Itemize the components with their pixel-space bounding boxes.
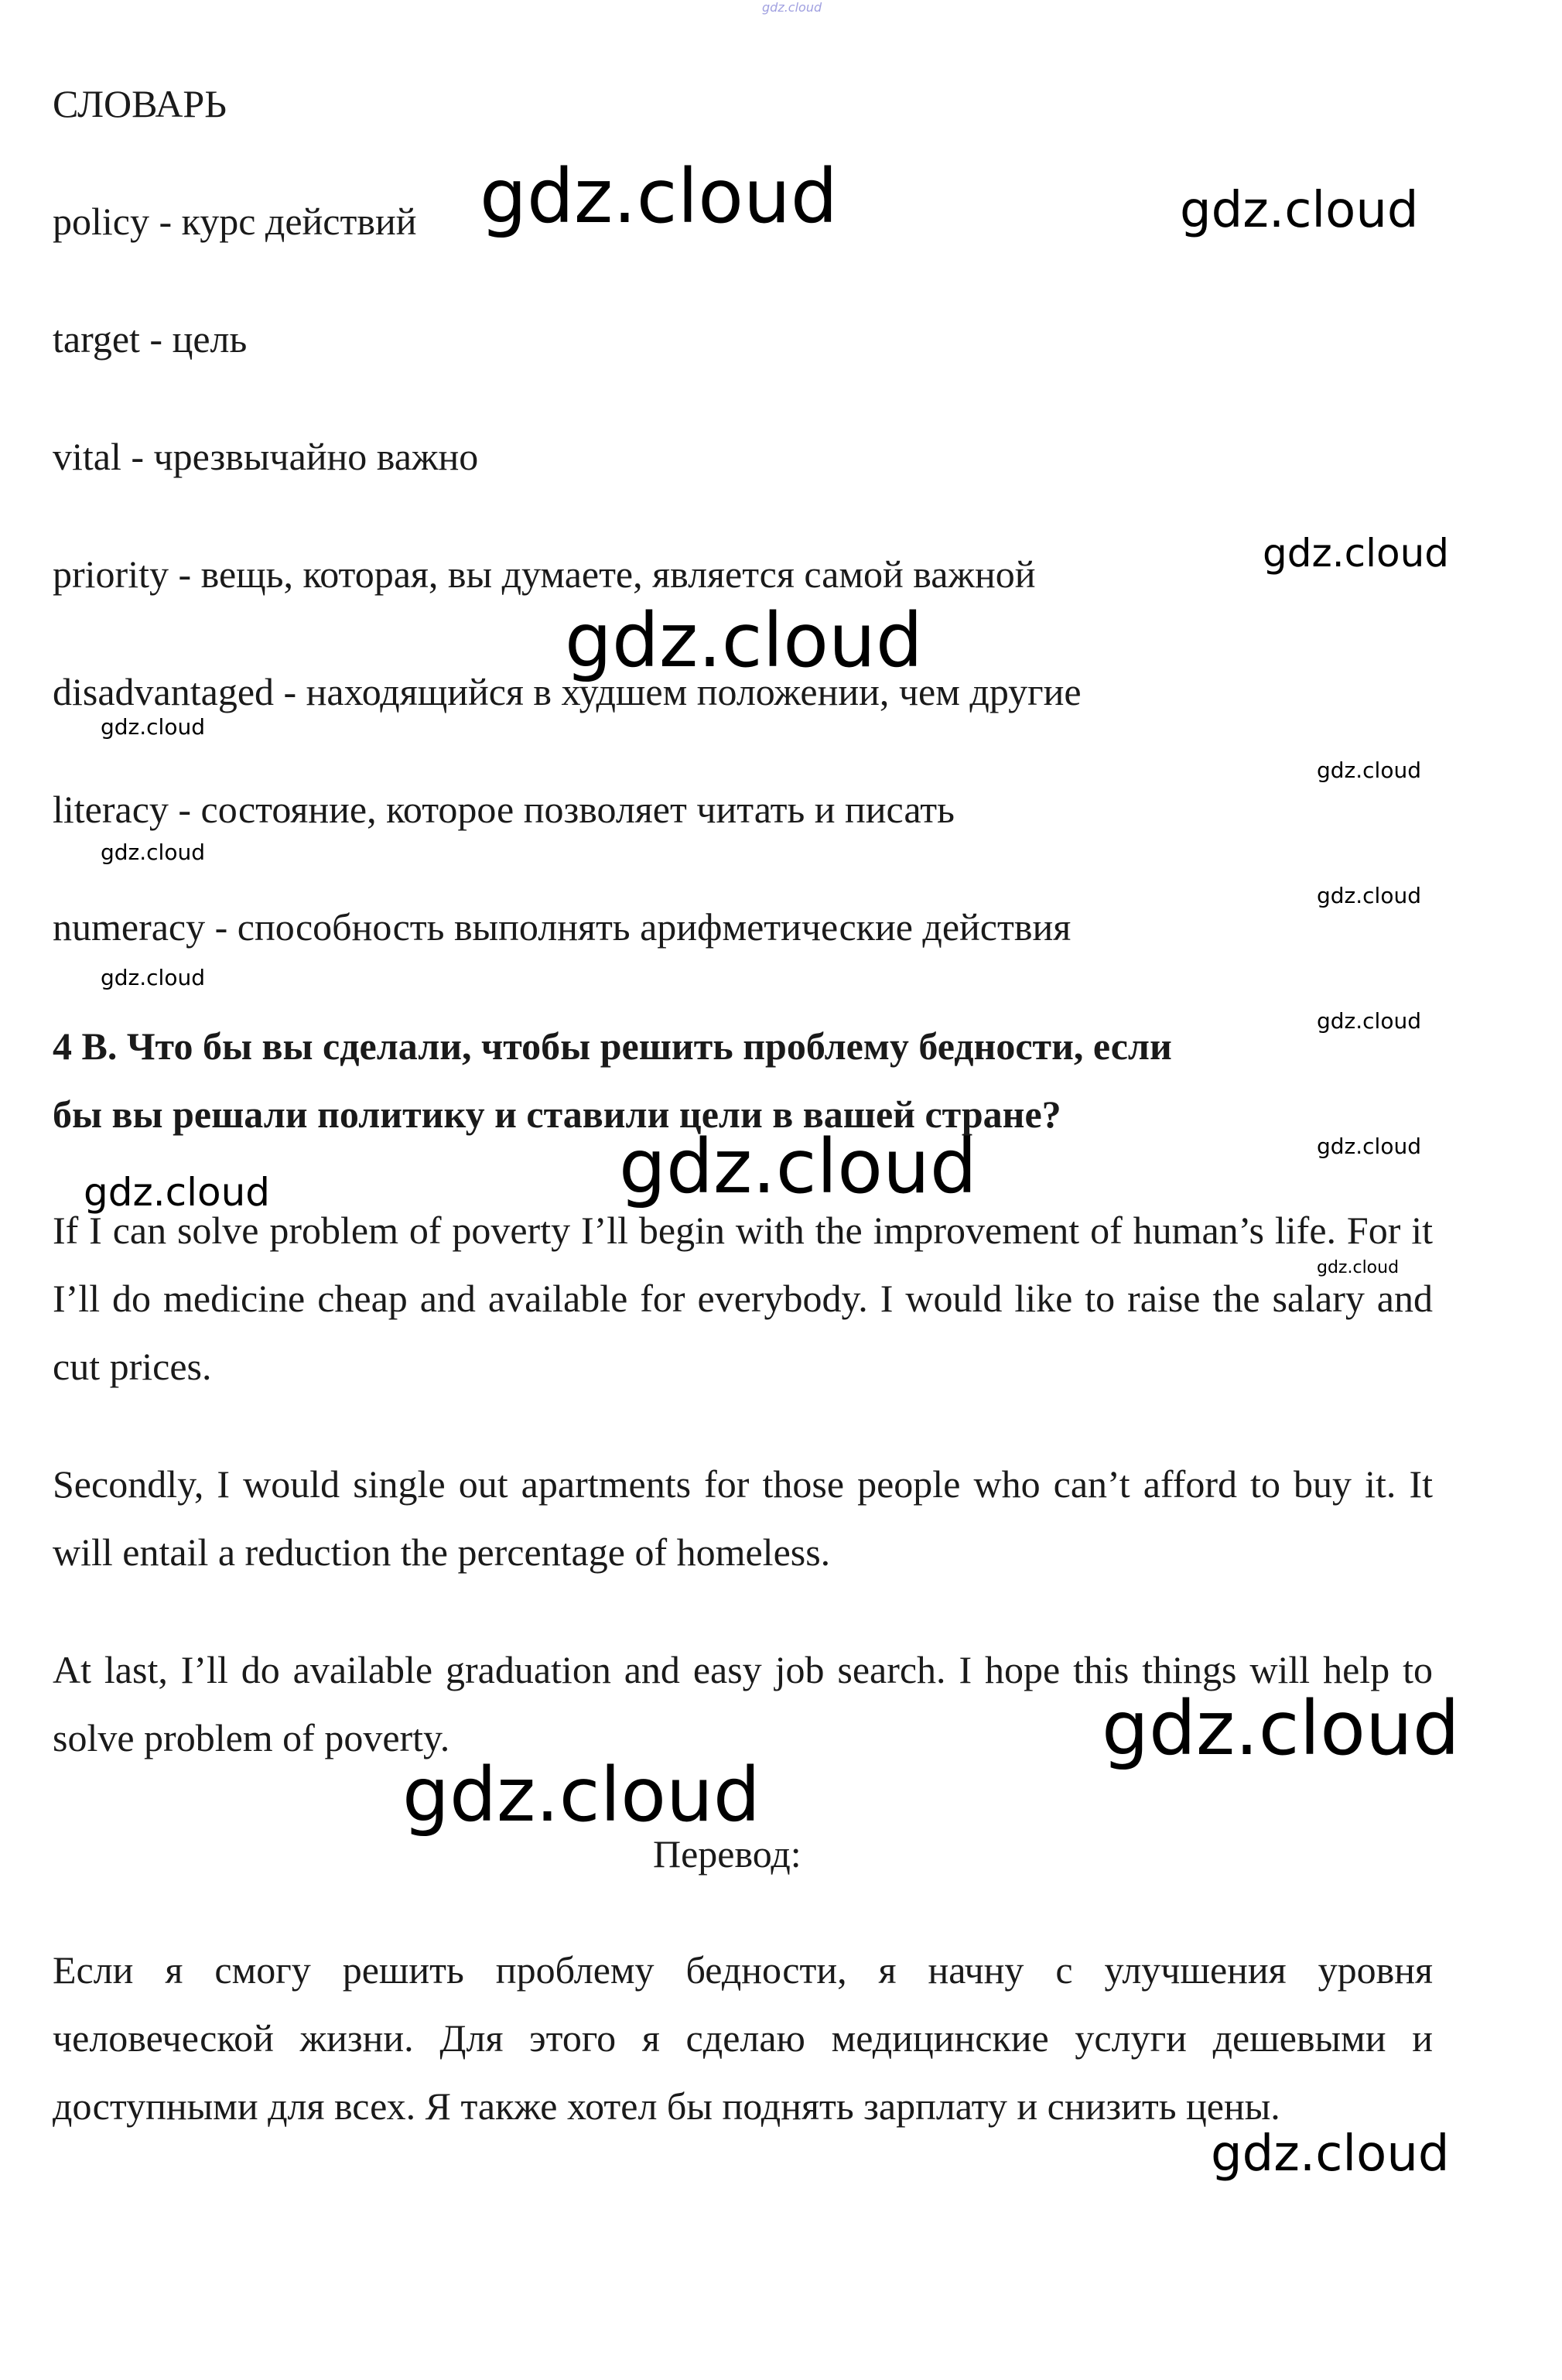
page-title: СЛОВАРЬ (53, 82, 227, 125)
watermark: gdz.cloud (1317, 1258, 1400, 1277)
watermark: gdz.cloud (1180, 182, 1419, 239)
watermark: gdz.cloud (619, 1123, 977, 1210)
watermark: gdz.cloud (565, 597, 923, 684)
vocab-item: vital - чрезвычайно важно (53, 435, 479, 478)
watermark: gdz.cloud (101, 839, 205, 865)
watermark: gdz.cloud (1102, 1685, 1460, 1772)
task-question-line2: бы вы решали политику и ставили цели в вашей стране? (53, 1093, 1061, 1136)
vocab-item: policy - курс действий (53, 200, 417, 243)
vocab-item: numeracy - способность выполнять арифметические действия (53, 905, 1072, 949)
vocab-item: priority - вещь, которая, вы думаете, является самой важной (53, 552, 1036, 596)
watermark: gdz.cloud (84, 1170, 271, 1215)
watermark: gdz.cloud (101, 965, 205, 990)
translation-paragraph: Если я смогу решить проблему бедности, я начну с улучшения уровня человеческой жизни. Для этого я сделаю медицинские услуги дешевыми и доступными для всех. Я также хотел бы поднять зарплату и снизить цены. (53, 1948, 1433, 2128)
answer-paragraph: Secondly, I would single out apartments for those people who can’t afford to buy it. It will entail a reduction the percentage of homeless. (53, 1462, 1433, 1574)
watermark: gdz.cloud (1211, 2125, 1450, 2183)
task-question-line1: 4 В. Что бы вы сделали, чтобы решить проблему бедности, если (53, 1024, 1172, 1068)
watermark: gdz.cloud (1317, 1008, 1421, 1034)
watermark: gdz.cloud (1317, 1134, 1421, 1159)
vocab-item: disadvantaged - находящийся в худшем положении, чем другие (53, 670, 1082, 713)
watermark: gdz.cloud (101, 714, 205, 740)
vocab-item: literacy - состояние, которое позволяет читать и писать (53, 788, 955, 831)
header-watermark: gdz.cloud (762, 0, 822, 15)
watermark: gdz.cloud (1263, 531, 1450, 576)
watermark: gdz.cloud (1317, 883, 1421, 908)
watermark: gdz.cloud (480, 153, 838, 240)
vocab-item: target - цель (53, 317, 248, 361)
watermark: gdz.cloud (402, 1752, 760, 1838)
watermark: gdz.cloud (1317, 757, 1421, 783)
answer-paragraph: At last, I’ll do available graduation and easy job search. I hope this things will help to solve problem of poverty. (53, 1648, 1433, 1759)
translation-label: Перевод: (653, 1832, 802, 1876)
answer-paragraph: If I can solve problem of poverty I’ll begin with the improvement of human’s life. For it I’ll do medicine cheap and available for everybody. I would like to raise the salary and cut prices. (53, 1209, 1433, 1388)
